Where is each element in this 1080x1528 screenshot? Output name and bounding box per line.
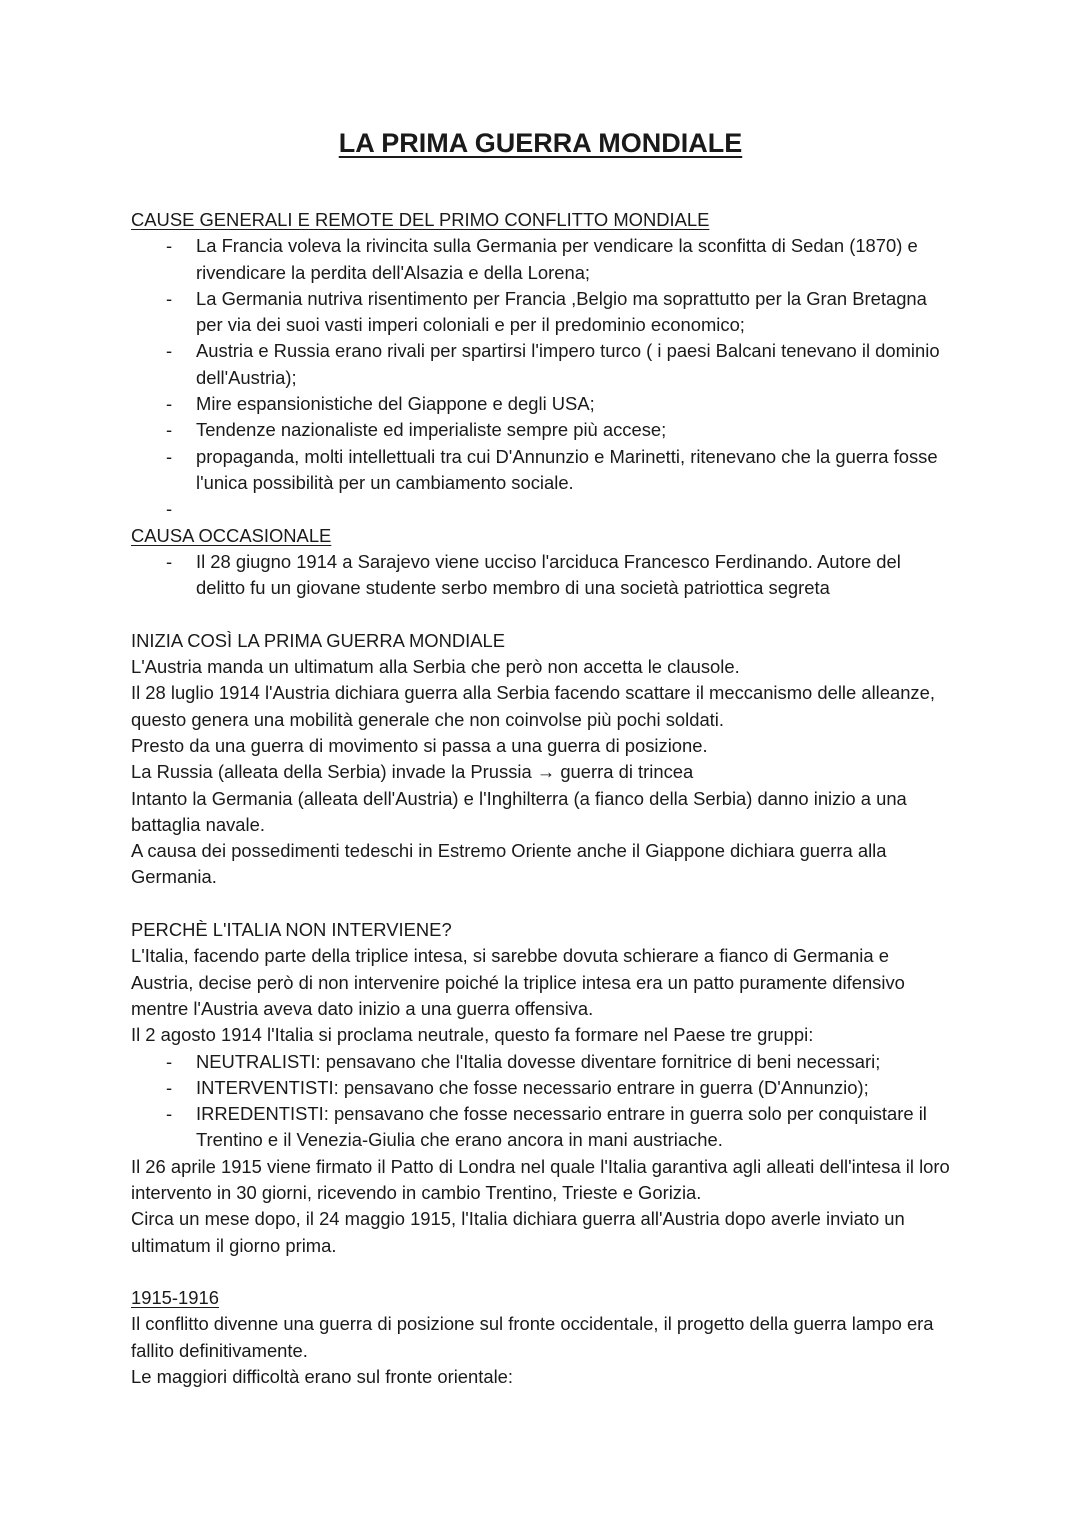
section-occasionale [131, 523, 950, 602]
paragraph: La Russia (alleata della Serbia) invade la Prussia → guerra di trincea [131, 761, 694, 783]
paragraph: A causa dei possedimenti tedeschi in Estremo Oriente anche il Giappone dichiara guerra alla Germania. [131, 840, 887, 888]
list-item [131, 1101, 950, 1154]
dash-bullet: - [166, 1050, 173, 1072]
section-inizia [131, 628, 950, 891]
spacer [131, 601, 950, 627]
list-item [131, 1049, 950, 1075]
empty-list-item [131, 496, 950, 522]
paragraph: Il conflitto divenne una guerra di posizione sul fronte occidentale, il progetto della guerra lampo era fallito definitivamente. [131, 1313, 934, 1361]
spacer [131, 1259, 950, 1285]
paragraph: Il 26 aprile 1915 viene firmato il Patto di Londra nel quale l'Italia garantiva agli alleati dell'intesa il loro intervento in 30 giorni, ricevendo in cambio Trentino, Trieste e Gorizia. [131, 1155, 950, 1203]
list-item [131, 444, 950, 497]
list-item-text: Tendenze nazionaliste ed imperialiste sempre più accese; [196, 419, 667, 441]
section-heading-inizia: INIZIA COSÌ LA PRIMA GUERRA MONDIALE [131, 629, 506, 651]
list-item [131, 338, 950, 391]
dash-bullet: - [166, 445, 173, 467]
list-item-text: IRREDENTISTI: pensavano che fosse necessario entrare in guerra solo per conquistare il Trentino e il Venezia-Giulia che erano ancora in mani austriache. [196, 1103, 927, 1151]
paragraph: Il 28 luglio 1914 l'Austria dichiara guerra alla Serbia facendo scattare il meccanismo delle alleanze, questo genera una mobilità generale che non coinvolse più pochi soldati. [131, 682, 935, 730]
list-item-text: La Germania nutriva risentimento per Francia ,Belgio ma soprattutto per la Gran Bretagna per via dei suoi vasti imperi coloniali e per il predominio economico; [196, 287, 927, 336]
list-item [131, 233, 950, 286]
dash-bullet: - [166, 1103, 173, 1125]
dash-bullet: - [166, 498, 173, 520]
list-item [131, 286, 950, 339]
dash-bullet: - [166, 340, 173, 362]
dash-bullet: - [166, 287, 173, 309]
list-item [131, 1075, 950, 1101]
paragraph: Circa un mese dopo, il 24 maggio 1915, l'Italia dichiara guerra all'Austria dopo averle inviato un ultimatum il giorno prima. [131, 1208, 905, 1256]
paragraph: Le maggiori difficoltà erano sul fronte orientale: [131, 1366, 514, 1388]
section-heading-italia: PERCHÈ L'ITALIA NON INTERVIENE? [131, 919, 452, 941]
list-item-text: Mire espansionistiche del Giappone e degli USA; [196, 393, 595, 415]
spacer [131, 891, 950, 917]
list-item-text: Il 28 giugno 1914 a Sarajevo viene ucciso l'arciduca Francesco Ferdinando. Autore del delitto fu un giovane studente serbo membro di una società patriottica segreta [196, 550, 901, 599]
section-1915-1916 [131, 1285, 950, 1390]
list-item [131, 417, 950, 443]
page-title: LA PRIMA GUERRA MONDIALE [338, 128, 743, 158]
occasionale-list [131, 549, 950, 602]
paragraph: Presto da una guerra di movimento si passa a una guerra di posizione. [131, 734, 708, 756]
paragraph: Intanto la Germania (alleata dell'Austria) e l'Inghilterra (a fianco della Serbia) danno inizio a una battaglia navale. [131, 787, 907, 835]
list-item-text: INTERVENTISTI: pensavano che fosse necessario entrare in guerra (D'Annunzio); [196, 1076, 869, 1098]
cause-list [131, 233, 950, 496]
section-italia [131, 917, 950, 1259]
list-item-text: propaganda, molti intellettuali tra cui D'Annunzio e Marinetti, ritenevano che la guerra fosse l'unica possibilità per un cambiamento sociale. [196, 445, 938, 493]
paragraph: Il 2 agosto 1914 l'Italia si proclama neutrale, questo fa formare nel Paese tre gruppi: [131, 1024, 814, 1046]
dash-bullet: - [166, 1076, 173, 1098]
list-item-text: Austria e Russia erano rivali per spartirsi l'impero turco ( i paesi Balcani tenevano il dominio dell'Austria); [196, 340, 940, 388]
paragraph: L'Italia, facendo parte della triplice intesa, si sarebbe dovuta schierare a fianco di Germania e Austria, decise però di non intervenire poiché la triplice intesa era un patto puramente difensivo mentre l'Austria aveva dato inizio a una guerra offensiva. [131, 945, 905, 1019]
list-item-text: NEUTRALISTI: pensavano che l'Italia dovesse diventare fornitrice di beni necessari; [196, 1050, 881, 1072]
dash-bullet: - [166, 550, 173, 572]
section-heading-cause: CAUSE GENERALI E REMOTE DEL PRIMO CONFLITTO MONDIALE [131, 209, 710, 230]
dash-bullet: - [166, 393, 173, 415]
dash-bullet: - [166, 235, 173, 257]
list-item-text: La Francia voleva la rivincita sulla Germania per vendicare la sconfitta di Sedan (1870) e rivendicare la perdita dell'Alsazia e della Lorena; [196, 235, 918, 283]
section-heading-occasionale: CAUSA OCCASIONALE [131, 524, 332, 546]
list-item [131, 549, 950, 602]
groups-list [131, 1049, 950, 1154]
section-cause [131, 207, 950, 523]
list-item [131, 391, 950, 417]
section-heading-1915-1916: 1915-1916 [131, 1287, 219, 1309]
dash-bullet: - [166, 419, 173, 441]
paragraph: L'Austria manda un ultimatum alla Serbia che però non accetta le clausole. [131, 656, 740, 678]
